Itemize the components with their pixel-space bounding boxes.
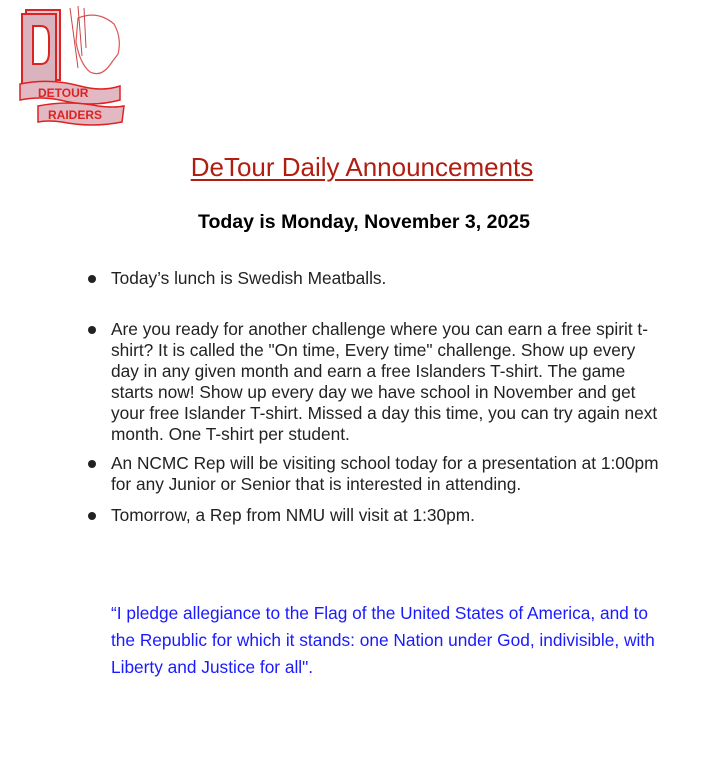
- svg-text:RAIDERS: RAIDERS: [48, 108, 103, 122]
- announcement-item: Are you ready for another challenge where you can earn a free spirit t-shirt? It is called the "On time, Every time" challenge. Show up every day in any given month and earn a free Islanders T-shirt. The game starts now! Show up every day we have school in November and get your free Islander T-shirt. Missed a day this time, you can try again next month. One T-shirt per student.: [88, 319, 658, 445]
- bullet-icon: [88, 460, 96, 468]
- bullet-icon: [88, 326, 96, 334]
- pledge-of-allegiance: “I pledge allegiance to the Flag of the United States of America, and to the Republic for which it stands: one Nation under God, indivisible, with Liberty and Justice for all".: [111, 603, 655, 677]
- bullet-icon: [88, 512, 96, 520]
- svg-text:DETOUR: DETOUR: [38, 86, 89, 100]
- detour-raiders-logo: [18, 4, 134, 132]
- announcement-item: Tomorrow, a Rep from NMU will visit at 1:30pm.: [88, 505, 658, 526]
- announcement-item: An NCMC Rep will be visiting school today for a presentation at 1:00pm for any Junior or Senior that is interested in attending.: [88, 453, 658, 495]
- announcement-item: Today’s lunch is Swedish Meatballs.: [88, 268, 658, 289]
- page-title: DeTour Daily Announcements: [190, 152, 534, 182]
- bullet-icon: [88, 275, 96, 283]
- date-heading: Today is Monday, November 3, 2025: [198, 211, 530, 233]
